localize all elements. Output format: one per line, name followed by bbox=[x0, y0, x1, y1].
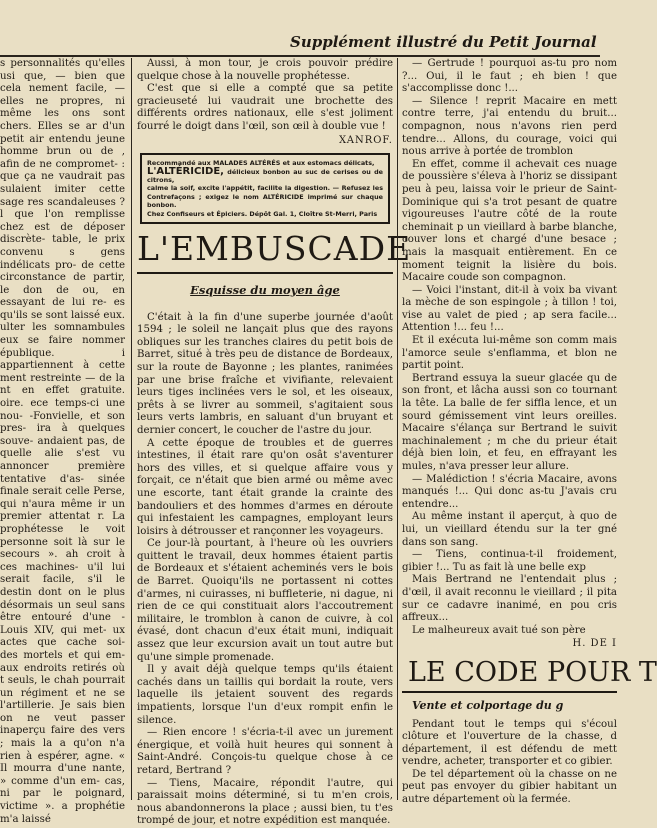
advertisement-box bbox=[140, 153, 390, 224]
story-continued-paragraph: — Malédiction ! s'écria Macaire, avons manqués !... Qui donc as-tu J'avais cru entendre... bbox=[402, 473, 617, 510]
code-title-rule bbox=[402, 691, 617, 693]
story-continued-paragraph: — Tiens, continua-t-il froidement, gibier !... Tu as fait là une belle exp bbox=[402, 549, 617, 573]
title-rule bbox=[137, 272, 393, 274]
intro-paragraph: Aussi, à mon tour, je crois pouvoir prédire quelque chose à la nouvelle prophétesse. bbox=[137, 58, 393, 82]
story-paragraph: Ce jour-là pourtant, à l'heure où les ouvriers quittent le travail, deux hommes étaient partis de Bordeaux et s'étaient acheminés vers le bois de Barret. Quoiqu'ils ne portassent ni cottes d'armes, ni cuirasses, ni buffleterie, ni dague, ni rien de ce qui constituait alors l'accoutrement militaire, le tromblon à canon de cuivre, à col évasé, dont chacun d'eux était muni, indiquait assez que leur excursion avait un tout autre but qu'une simple promenade. bbox=[137, 538, 393, 663]
story-paragraph: A cette époque de troubles et de guerres intestines, il était rare qu'on osât s'aventurer hors des villes, et si quelque affaire vous y forçait, ce n'était que bien armé ou même avec une escorte, tant était grande la crainte des bandouliers et des hommes d'armes en déroute qui infestaient les campagnes, employant leurs loisirs à détrousser et rançonner les voyageurs. bbox=[137, 437, 393, 537]
column-divider bbox=[397, 58, 398, 800]
story-paragraph: C'était à la fin d'une superbe journée d'août 1594 ; le soleil ne lançait plus que des rayons obliques sur les tranches claires du petit bois de Barret, situé à très peu de distance de Bordeaux, sur la route de Bayonne ; les plantes, ranimées par une brise fraîche et vivifiante, relevaient leurs tiges inclinées vers le sol, et les oiseaux, prêts à se livrer au sommeil, s'agitaient sous leurs verts lambris, en saluant d'un bruyant et dernier concert, le coucher de l'astre du jour. bbox=[137, 311, 393, 436]
story-paragraph: — Tiens, Macaire, répondit l'autre, qui paraissait moins déterminé, si tu m'en crois, nous abandonnerons la place ; aussi bien, tu t'es trompé de jour, et notre expédition est manquée. bbox=[137, 777, 393, 827]
story-title: L'EMBUSCADE bbox=[137, 229, 412, 268]
story-paragraph: Il y avait déjà quelque temps qu'ils étaient cachés dans un taillis qui bordait la route, vers laquelle ils jetaient souvent des regards impatients, lorsque l'un d'eux rompit enfin le silence. bbox=[137, 664, 393, 726]
story-continued-paragraph: — Silence ! reprit Macaire en mett contre terre, j'ai entendu du bruit... compagnon, nous n'avons rien perd tendre... Allons, du courage, voici qui nous arrive à portée de tromblon bbox=[402, 95, 617, 158]
story-subtitle: Esquisse du moyen âge bbox=[190, 283, 340, 297]
page-header-title: Supplément illustré du Petit Journal bbox=[290, 33, 597, 51]
code-section-title: LE CODE POUR T bbox=[408, 656, 657, 688]
code-section-subtitle: Vente et colportage du g bbox=[412, 698, 564, 712]
story-continued-paragraph: Au même instant il aperçut, à quo de lui, un vieillard étendu sur la ter gné dans son sang. bbox=[402, 511, 617, 548]
story-signature: H. DE I bbox=[572, 638, 617, 650]
column-divider bbox=[131, 58, 132, 800]
story-continued-paragraph: — Voici l'instant, dit-il à voix ba vivant la mèche de son espingole ; à tillon ! toi, vise au valet de pied ; ap sera facile... Attention !... feu !... bbox=[402, 284, 617, 334]
story-continued-paragraph: Bertrand essuya la sueur glacée qu de son front, et lâcha aussi son co tournant la tête. La balle de fer siffla lence, et un sourd gémissement vint leurs oreilles. Macaire s'élança sur Bertrand le suivit machinalement ; m che du prieur était déjà bien loin, et feu, en effrayant les mules, n'ava presser leur allure. bbox=[402, 372, 617, 472]
story-paragraph: — Rien encore ! s'écria-t-il avec un jurement énergique, et voilà huit heures qui sonnent à Saint-André. Conçois-tu quelque chose à ce retard, Bertrand ? bbox=[137, 727, 393, 776]
ad-line-1: Recommandé aux MALADES ALTÉRÉS et aux estomacs délicats, bbox=[147, 159, 375, 168]
intro-paragraph-2: C'est que si elle a compté que sa petite gracieuseté lui vaudrait une brochette des différents ordres nationaux, elle s'est joliment fourré le doigt dans l'œil, son œil à double vue ! bbox=[137, 83, 393, 132]
story-continued-paragraph: Mais Bertrand ne l'entendait plus ; d'œil, il avait reconnu le vieillard ; il pita sur ce cadavre inanimé, en pou cris affreux... bbox=[402, 574, 617, 624]
story-continued-paragraph: En effet, comme il achevait ces nuage de poussière s'éleva à l'horiz se dissipant peu à peu, laissa voir le prieur de Saint-Dominique qui s'a trot pesant de quatre vigoureuses l'autre côté de la route cheminait p un vieillard à barbe blanche, couver lons et chargé d'une besace ; mais la masquait entièrement. En ce moment teignit la lisière du bois. Macaire coude son compagnon. bbox=[402, 158, 617, 284]
ad-brand: L'ALTÉRICIDE, bbox=[147, 165, 224, 177]
middle-column bbox=[137, 58, 412, 827]
left-column bbox=[0, 58, 125, 825]
code-paragraph: De tel département où la chasse on ne peut pas envoyer du gibier habitant un autre département où la fermée. bbox=[402, 768, 617, 806]
story-continued-paragraph: — Gertrude ! pourquoi as-tu pro nom ?... Oui, il le faut ; eh bien ! que s'accomplisse donc !... bbox=[402, 58, 617, 95]
code-paragraph: Pendant tout le temps qui s'écoul clôture et l'ouverture de la chasse, d département, il est défendu de mett vendre, acheter, transporter et co gibier. bbox=[402, 718, 617, 768]
right-column bbox=[402, 58, 657, 806]
story-continued-paragraph: Et il exécuta lui-même son comm mais l'amorce seule s'enflamma, et blon ne partit point. bbox=[402, 335, 617, 372]
ad-line-4: Chez Confiseurs et Épiciers. Dépôt Gal. 1, Cloître St-Merri, Paris bbox=[147, 209, 378, 218]
header-rule bbox=[0, 55, 600, 57]
ad-line-2: délicieux bonbon au suc de cerises ou de citrons, bbox=[147, 167, 383, 184]
story-continued-paragraph: Le malheureux avait tué son père bbox=[412, 624, 586, 636]
article-signature: XANROF. bbox=[338, 134, 393, 146]
ad-line-3: calme la soif, excite l'appétit, facilite la digestion. — Refusez les Contrefaçons ; exigez le nom ALTÉRICIDE imprimé sur chaque bonbon. bbox=[147, 184, 383, 210]
left-column-text: s personnalités qu'elles usi que, — bien que cela nement facile, — elles ne propres, ni même les ons sont chers. Elles se ar d'un petit air entendu jeune homme brun ou de , afin de ne compromet- : que ça ne vaudrait pas sulaient imiter cette sage res scandaleuses ? l que l'on remplisse chez est de déposer discrète- table, le prix convenu s gens indélicats pro- de cette circonstance de partir, le don de ou, en essayant de lui re- es qu'ils se sont laissé eux. ulter les somnambules eux se faire nommer épublique. i appartiennent à cette ment restreinte — de la nt en effet gratuite. oire. ece temps-ci une nou- -Fonvielle, et son pres- ira à quelques souve- andaient pas, de quelle alie s'est vu annoncer première tentative d'as- sinée finale serait celle Perse, qui n'aura même ir un premier attentat r. La prophétesse le voit personne soit là sur le secours ». ah croit à ces machines- u'il lui serait facile, s'il le destin dont on le plus désormais un seul sans être entouré d'une - Louis XIV, qui met- ux actes que cache soi- des mortels et qui em- aux endroits retirés où t seuls, le chah pourrait un régiment et ne se l'artillerie. Je sais bien on ne veut passer inaperçu faire des vers ; mais la a qu'on n'a rien à espérer, agne. « Il mourra d'une nante, » comme d'un em- cas, ni par le poignard, victime ». a prophétie m'a laissé bbox=[0, 58, 125, 825]
